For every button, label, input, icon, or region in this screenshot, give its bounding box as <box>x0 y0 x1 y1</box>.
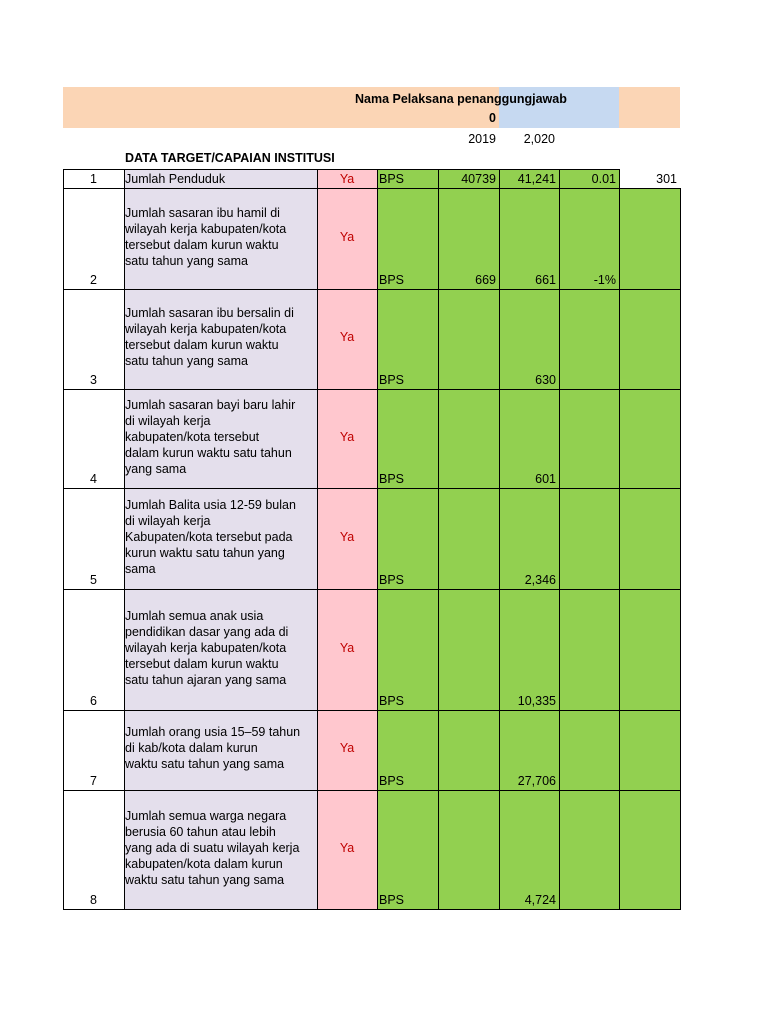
header-title: Nama Pelaksana penanggungjawab <box>355 92 567 106</box>
value-2020: 41,241 <box>517 172 556 186</box>
value-cells-bg <box>377 289 619 389</box>
value-2020: 4,724 <box>524 893 556 907</box>
row-number: 3 <box>90 373 97 387</box>
value-cells-bg <box>377 589 619 710</box>
grid-hline <box>63 169 620 170</box>
row-description-line: wilayah kerja kabupaten/kota <box>125 222 287 236</box>
extra-cell-bg <box>619 710 680 790</box>
value-2020: 601 <box>535 472 556 486</box>
grid-hline <box>63 790 681 791</box>
source-value: BPS <box>379 774 405 788</box>
row-description-line: Jumlah Balita usia 12-59 bulan <box>125 498 296 512</box>
extra-cell-bg <box>619 389 680 488</box>
row-description-line: waktu satu tahun yang sama <box>125 873 285 887</box>
row-description-line: satu tahun ajaran yang sama <box>125 673 287 687</box>
flag-value: Ya <box>339 172 355 186</box>
source-value: BPS <box>379 573 405 587</box>
row-description-line: di wilayah kerja <box>125 514 211 528</box>
growth-value: -1% <box>593 273 616 287</box>
source-value: BPS <box>379 373 405 387</box>
row-description-line: kabupaten/kota dalam kurun <box>125 857 283 871</box>
row-description-line: di wilayah kerja <box>125 414 211 428</box>
value-2020: 2,346 <box>524 573 556 587</box>
grid-hline <box>63 909 681 910</box>
flag-value: Ya <box>339 841 355 855</box>
grid-hline <box>63 710 681 711</box>
row-description-line: wilayah kerja kabupaten/kota <box>125 322 287 336</box>
extra-cell-bg <box>619 289 680 389</box>
source-value: BPS <box>379 172 405 186</box>
row-description-line: Jumlah sasaran ibu hamil di <box>125 206 280 220</box>
grid-vline <box>377 169 378 910</box>
growth-value: 0.01 <box>591 172 616 186</box>
source-value: BPS <box>379 694 405 708</box>
row-description-line: Kabupaten/kota tersebut pada <box>125 530 293 544</box>
source-value: BPS <box>379 893 405 907</box>
grid-hline <box>63 589 681 590</box>
extra-cell-bg <box>619 589 680 710</box>
year-2020-header: 2,020 <box>523 132 555 146</box>
row-description-line: sama <box>125 562 156 576</box>
value-2020: 661 <box>535 273 556 287</box>
value-2020: 10,335 <box>517 694 556 708</box>
row-number: 6 <box>90 694 97 708</box>
grid-hline <box>63 188 681 189</box>
row-description-line: Jumlah semua anak usia <box>125 609 264 623</box>
flag-value: Ya <box>339 741 355 755</box>
year-2019-header: 2019 <box>468 132 496 146</box>
row-description-line: Jumlah sasaran ibu bersalin di <box>125 306 294 320</box>
row-description-line: tersebut dalam kurun waktu <box>125 657 279 671</box>
value-cells-bg <box>377 389 619 488</box>
row-description-line: Jumlah sasaran bayi baru lahir <box>125 398 296 412</box>
value-cells-bg <box>377 710 619 790</box>
row-description-line: dalam kurun waktu satu tahun <box>125 446 292 460</box>
value-2020: 27,706 <box>517 774 556 788</box>
row-number: 4 <box>90 472 97 486</box>
flag-value: Ya <box>339 641 355 655</box>
grid-hline <box>63 488 681 489</box>
row-description-line: wilayah kerja kabupaten/kota <box>125 641 287 655</box>
extra-cell-bg <box>619 188 680 289</box>
extra-cell-bg <box>619 790 680 909</box>
row-description-line: berusia 60 tahun atau lebih <box>125 825 276 839</box>
row-number: 8 <box>90 893 97 907</box>
value-2019: 669 <box>475 273 496 287</box>
row-description-line: waktu satu tahun yang sama <box>125 757 285 771</box>
row-description-line: kabupaten/kota tersebut <box>125 430 260 444</box>
grid-vline <box>619 169 620 910</box>
row-description-line: kurun waktu satu tahun yang <box>125 546 285 560</box>
row-number: 2 <box>90 273 97 287</box>
row-number: 1 <box>90 172 97 186</box>
row-number: 7 <box>90 774 97 788</box>
grid-hline <box>63 389 681 390</box>
row-description-line: Jumlah orang usia 15–59 tahun <box>125 725 301 739</box>
flag-value: Ya <box>339 330 355 344</box>
row-description-line: satu tahun yang sama <box>125 354 248 368</box>
value-cells-bg <box>377 790 619 909</box>
row-description-line: yang sama <box>125 462 187 476</box>
row-description-line: Jumlah Penduduk <box>125 172 226 186</box>
extra-value: 301 <box>656 172 677 186</box>
grid-vline <box>680 188 681 910</box>
value-cells-bg <box>377 488 619 589</box>
extra-cell-bg <box>619 488 680 589</box>
header-title-value: 0 <box>489 111 496 125</box>
row-description-line: satu tahun yang sama <box>125 254 248 268</box>
row-description-line: Jumlah semua warga negara <box>125 809 287 823</box>
value-2020: 630 <box>535 373 556 387</box>
source-value: BPS <box>379 273 405 287</box>
row-description-line: tersebut dalam kurun waktu <box>125 338 279 352</box>
flag-value: Ya <box>339 530 355 544</box>
section-title: DATA TARGET/CAPAIAN INSTITUSI <box>125 151 335 165</box>
flag-value: Ya <box>339 430 355 444</box>
row-number: 5 <box>90 573 97 587</box>
value-2019: 40739 <box>461 172 496 186</box>
grid-hline <box>63 289 681 290</box>
row-description-line: di kab/kota dalam kurun <box>125 741 258 755</box>
row-description-line: pendidikan dasar yang ada di <box>125 625 289 639</box>
row-description-line: tersebut dalam kurun waktu <box>125 238 279 252</box>
flag-value: Ya <box>339 230 355 244</box>
row-description-line: yang ada di suatu wilayah kerja <box>125 841 300 855</box>
source-value: BPS <box>379 472 405 486</box>
